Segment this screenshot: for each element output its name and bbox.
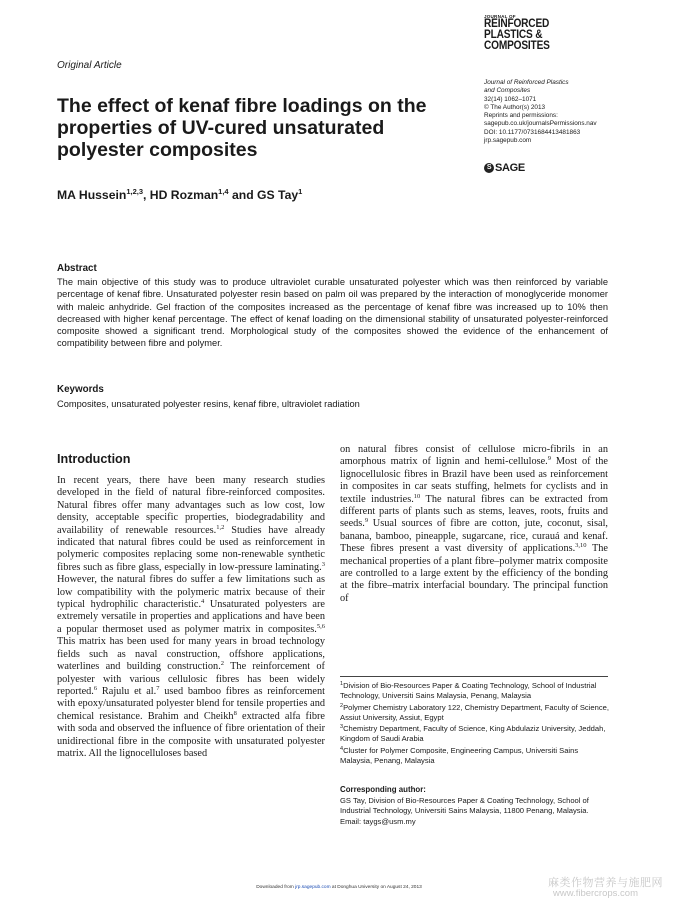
journal-masthead-line3: COMPOSITES [484, 40, 550, 52]
footnote-marker: 3 [340, 724, 344, 731]
body-column-right [340, 444, 608, 605]
download-footer-link[interactable]: jrp.sagepub.com [295, 885, 331, 890]
citation-ref[interactable]: 8 [233, 709, 237, 717]
body-text: on natural fibres consist of cellulose micro-fibrils in an amorphous matrix of lignin and hemi-cellulose. [340, 444, 608, 468]
journal-name-line1: Journal of Reinforced Plastics [484, 79, 569, 86]
body-text: Rajulu et al. [97, 685, 157, 697]
keywords-heading: Keywords [57, 384, 104, 395]
citation-ref[interactable]: 9 [364, 517, 369, 525]
author-list [57, 187, 302, 202]
watermark-text: 麻类作物营养与施肥网 [548, 877, 663, 889]
footnote-text: Polymer Chemistry Laboratory 122, Chemistry Department, Faculty of Science, Assiut University, Assiut, Egypt [340, 702, 609, 722]
keywords-text: Composites, unsaturated polyester resins, kenaf fibre, ultraviolet radiation [57, 399, 360, 409]
citation-ref[interactable]: 10 [413, 492, 421, 500]
publisher-name: SAGE [495, 162, 525, 174]
body-text: The mechanical properties of a plant fibre–polymer matrix composite are controlled to a large extent by the efficiency of the bonding at the fibre–matrix interfacial boundary. The principal function of [340, 543, 608, 604]
publisher-logo [484, 162, 525, 174]
footnote-marker: 4 [340, 745, 344, 752]
author-name: , HD Rozman [143, 188, 219, 202]
body-text: Unsaturated polyesters are extremely versatile in properties and applications and have been a popular thermoset used as polymer matrix in composites. [57, 599, 326, 635]
body-text: Most of the lignocellulosic fibres in Brazil have been used as reinforcement in composites in car seats stuffing, helmets for cyclists and in textile industries. [340, 456, 608, 505]
footnote-marker: 1 [340, 681, 344, 687]
body-text: Studies have already indicated that natural fibres could be used as reinforcement in polymeric composites replacing some non-renewable synthetic fibres such as fibre glass, especially in low-pressure laminating. [57, 524, 325, 573]
abstract-heading: Abstract [57, 263, 97, 274]
author-affiliation-marker: 1 [298, 187, 303, 196]
body-text: Usual sources of fibre are cotton, jute, coconut, sisal, banana, bamboo, pineapple, sugarcane, rice, curauá and kenaf. These fibres present a vast diversity of applications. [340, 518, 608, 555]
citation-ref[interactable]: 2 [220, 660, 225, 668]
footnote-text: Cluster for Polymer Composite, Engineering Campus, Universiti Sains Malaysia, Penang, Malaysia [340, 745, 579, 766]
body-text: used bamboo fibres as reinforcement with epoxy/unsaturated polyester blend for tensile properties and chemical resistance. Brahim and Cheikh [57, 685, 325, 722]
footnote-marker: 2 [340, 702, 344, 709]
citation-ref[interactable]: 1,2 [216, 523, 225, 531]
article-type: Original Article [57, 60, 122, 71]
journal-copyright: © The Author(s) 2013 [484, 103, 546, 111]
affiliation-footnote [340, 681, 610, 702]
reprints-link[interactable]: sagepub.co.uk/journalsPermissions.nav [484, 120, 597, 128]
corresponding-author-email[interactable]: Email: taygs@usm.my [340, 816, 416, 826]
doi[interactable]: DOI: 10.1177/0731684413481863 [484, 128, 581, 136]
footnote-text: Chemistry Department, Faculty of Science, King Abdulaziz University, Jeddah, Kingdom of Saudi Arabia [340, 724, 606, 744]
body-text: In recent years, there have been many research studies developed in the field of natural fibre-reinforced composites. Natural fibres offer many advantages such as low cost, low density, acceptable specific properties, biodegradability and availability of renewable resources. [57, 475, 325, 536]
citation-ref[interactable]: 5,6 [316, 622, 325, 630]
affiliation-footnote [340, 724, 610, 745]
corresponding-author-text: GS Tay, Division of Bio-Resources Paper & Coating Technology, School of Industrial Technology, Universiti Sains Malaysia, 11800 Penang, Malaysia. [340, 796, 589, 816]
body-text: The natural fibres can be extracted from different parts of plants such as stems, leaves, roots, fruits and seeds. [340, 493, 608, 530]
abstract-text: The main objective of this study was to produce ultraviolet curable unsaturated polyester which was then reinforced by variable percentage of kenaf fibre. Unsaturated polyester resin based on palm oil was prepared by the interaction of monoglyceride monomer with maleic anhydride. Gel fraction of the composites increased as the percentage of kenaf fibre was increased up to 10% then decreased with higher kenaf percentage. The effect of kenaf loading on the dimensional stability of unsaturated polyester-reinforced composite showed a significant trend. Morphological study of the composites showed the evidence of the enhancement of compatibility between fibre and polymer. [57, 277, 608, 349]
journal-name-line2: and Composites [484, 87, 531, 95]
watermark-url: www.fibercrops.com [553, 888, 638, 899]
footnote-text: Division of Bio-Resources Paper & Coating Technology, School of Industrial Technology, Universiti Sains Malaysia, Penang, Malaysia [340, 681, 597, 701]
citation-ref[interactable]: 3 [321, 560, 325, 568]
author-name: MA Hussein [57, 188, 127, 202]
journal-masthead-small: JOURNAL OF [484, 14, 516, 19]
journal-masthead-line1: REINFORCED [484, 18, 550, 30]
body-text: However, the natural fibres do suffer a few limitations such as low compatibility with the polymeric matrix because of their typical hydrophilic characteristic. [57, 574, 325, 611]
affiliation-footnote [340, 703, 610, 724]
journal-site-link[interactable]: jrp.sagepub.com [484, 137, 532, 145]
author-name: and GS Tay [228, 188, 299, 202]
affiliation-footnotes [340, 681, 610, 767]
affiliation-footnote [340, 746, 610, 767]
author-affiliation-marker: 1,4 [218, 187, 229, 196]
author-affiliation-marker: 1,2,3 [126, 187, 143, 196]
journal-masthead [484, 14, 634, 52]
body-column-left [57, 475, 325, 760]
citation-ref[interactable]: 9 [547, 455, 551, 463]
body-text: This matrix has been used for many years in broad technology fields such as naval construction, offshore applications, waterlines and building construction. [57, 636, 325, 673]
corresponding-author-heading: Corresponding author: [340, 785, 426, 794]
article-title: The effect of kenaf fibre loadings on the properties of UV-cured unsaturated polyester composites [57, 95, 427, 161]
citation-ref[interactable]: 4 [201, 598, 205, 606]
body-text: extracted alfa fibre with soda and observed the influence of fibre orientation of their unidirectional fibre in the composite with unsaturated polyester matrix. All the lignocelluloses based [57, 710, 325, 759]
journal-info [484, 79, 654, 145]
section-heading-introduction: Introduction [57, 452, 131, 466]
journal-masthead-line2: PLASTICS & [484, 29, 543, 41]
body-text: The reinforcement of polyester with various cellulosic fibres has been widely reported. [57, 661, 325, 697]
corresponding-author-details [340, 796, 612, 827]
download-footer-post: at Donghua University on August 24, 2013 [330, 885, 422, 890]
journal-volume: 32(14) 1062–1071 [484, 95, 537, 103]
sage-logo-icon: S [484, 163, 494, 173]
footnote-divider [340, 676, 608, 677]
citation-ref[interactable]: 3,10 [575, 542, 587, 550]
reprints-label: Reprints and permissions: [484, 112, 558, 120]
download-footer-pre: Downloaded from [256, 885, 296, 890]
citation-ref[interactable]: 7 [156, 684, 160, 692]
citation-ref[interactable]: 6 [93, 684, 98, 692]
